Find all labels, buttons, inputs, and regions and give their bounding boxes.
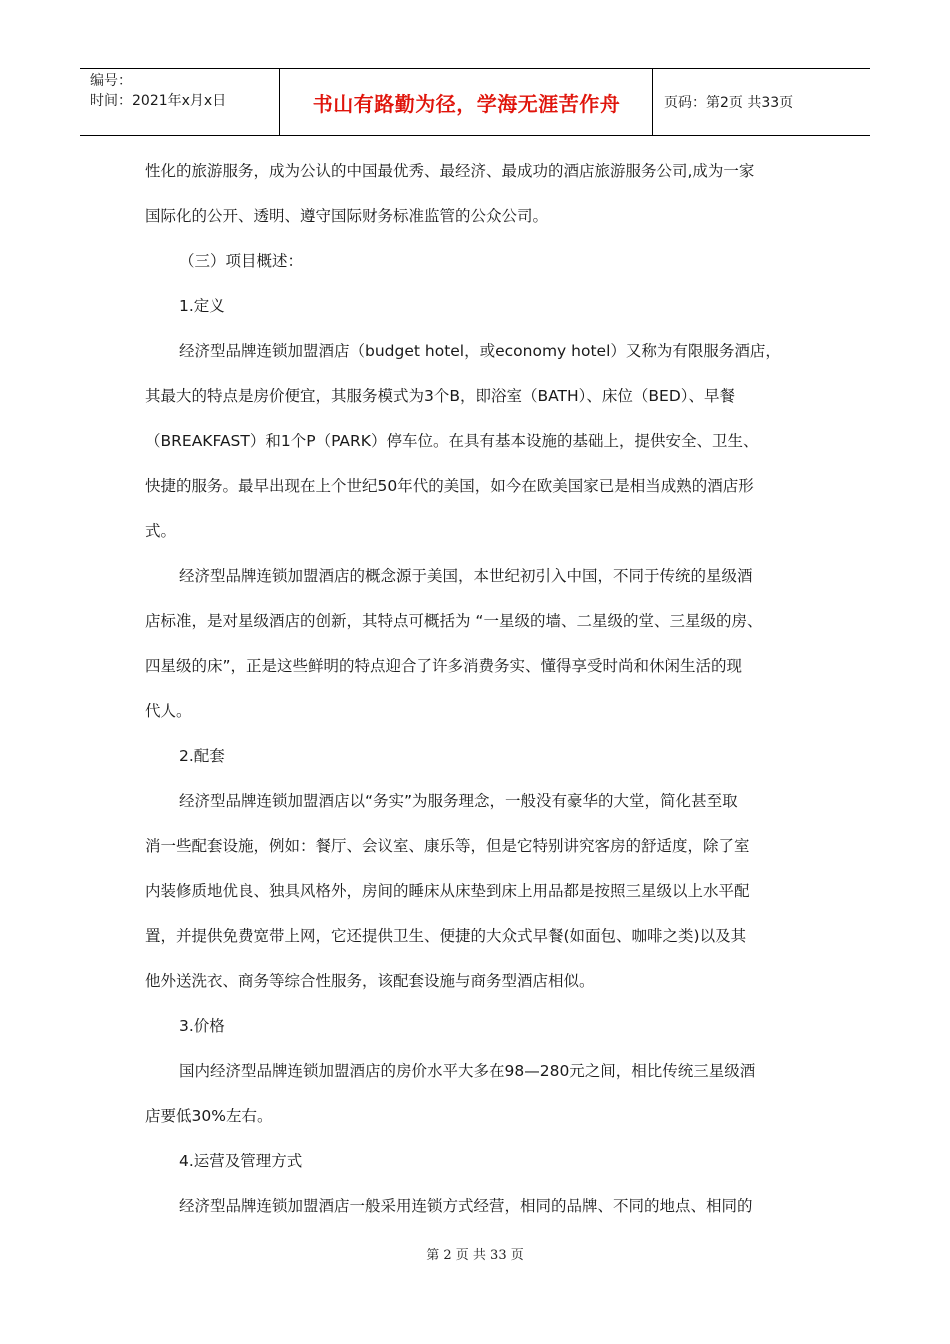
section-heading: （三）项目概述： [179,252,304,270]
text-line: 国内经济型品牌连锁加盟酒店的房价水平大多在98—280元之间，相比传统三星级酒 [179,1062,756,1080]
text-line: 店要低30%左右。 [145,1107,273,1125]
header-page-info: 页码：第2页 共33页 [664,95,794,111]
text-line: 经济型品牌连锁加盟酒店一般采用连锁方式经营，相同的品牌、不同的地点、相同的 [179,1197,753,1215]
text-line: 其最大的特点是房价便宜，其服务模式为3个B，即浴室（BATH）、床位（BED）、早餐 [145,387,736,405]
subsection-heading: 3.价格 [179,1017,225,1035]
header-motto: 书山有路勤为径，学海无涯苦作舟 [281,69,653,135]
text-line: 经济型品牌连锁加盟酒店以“务实”为服务理念，一般没有豪华的大堂，简化甚至取 [179,792,738,810]
text-line: 经济型品牌连锁加盟酒店的概念源于美国，本世纪初引入中国，不同于传统的星级酒 [179,567,753,585]
text-line: 国际化的公开、透明、遵守国际财务标准监管的公众公司。 [145,207,549,225]
text-line: 消一些配套设施，例如：餐厅、会议室、康乐等，但是它特别讲究客房的舒适度，除了室 [145,837,750,855]
text-line: 性化的旅游服务，成为公认的中国最优秀、最经济、最成功的酒店旅游服务公司,成为一家 [145,162,755,180]
document-date: 时间：2021年x月x日 [90,93,227,109]
text-line: 经济型品牌连锁加盟酒店（budget hotel，或economy hotel）又称为有限服务酒店， [179,342,781,360]
page-header [80,68,870,136]
text-line: （BREAKFAST）和1个P（PARK）停车位。在具有基本设施的基础上，提供安全、卫生、 [145,432,759,450]
page-footer: 第 2 页 共 33 页 [426,1248,524,1263]
text-line: 代人。 [145,702,192,720]
text-line: 他外送洗衣、商务等综合性服务，该配套设施与商务型酒店相似。 [145,972,595,990]
header-meta [80,69,280,135]
text-line: 内装修质地优良、独具风格外，房间的睡床从床垫到床上用品都是按照三星级以上水平配 [145,882,750,900]
subsection-heading: 2.配套 [179,747,225,765]
text-line: 式。 [145,522,177,540]
subsection-heading: 1.定义 [179,297,225,315]
text-line: 四星级的床”，正是这些鲜明的特点迎合了许多消费务实、懂得享受时尚和休闲生活的现 [145,657,743,675]
text-line: 店标准，是对星级酒店的创新，其特点可概括为 “一星级的墙、二星级的堂、三星级的房、 [145,612,763,630]
document-body [145,149,825,1229]
text-line: 置，并提供免费宽带上网，它还提供卫生、便捷的大众式早餐(如面包、咖啡之类)以及其 [145,927,747,945]
subsection-heading: 4.运营及管理方式 [179,1152,303,1170]
text-line: 快捷的服务。最早出现在上个世纪50年代的美国，如今在欧美国家已是相当成熟的酒店形 [145,477,754,495]
document-number: 编号： [90,73,132,89]
